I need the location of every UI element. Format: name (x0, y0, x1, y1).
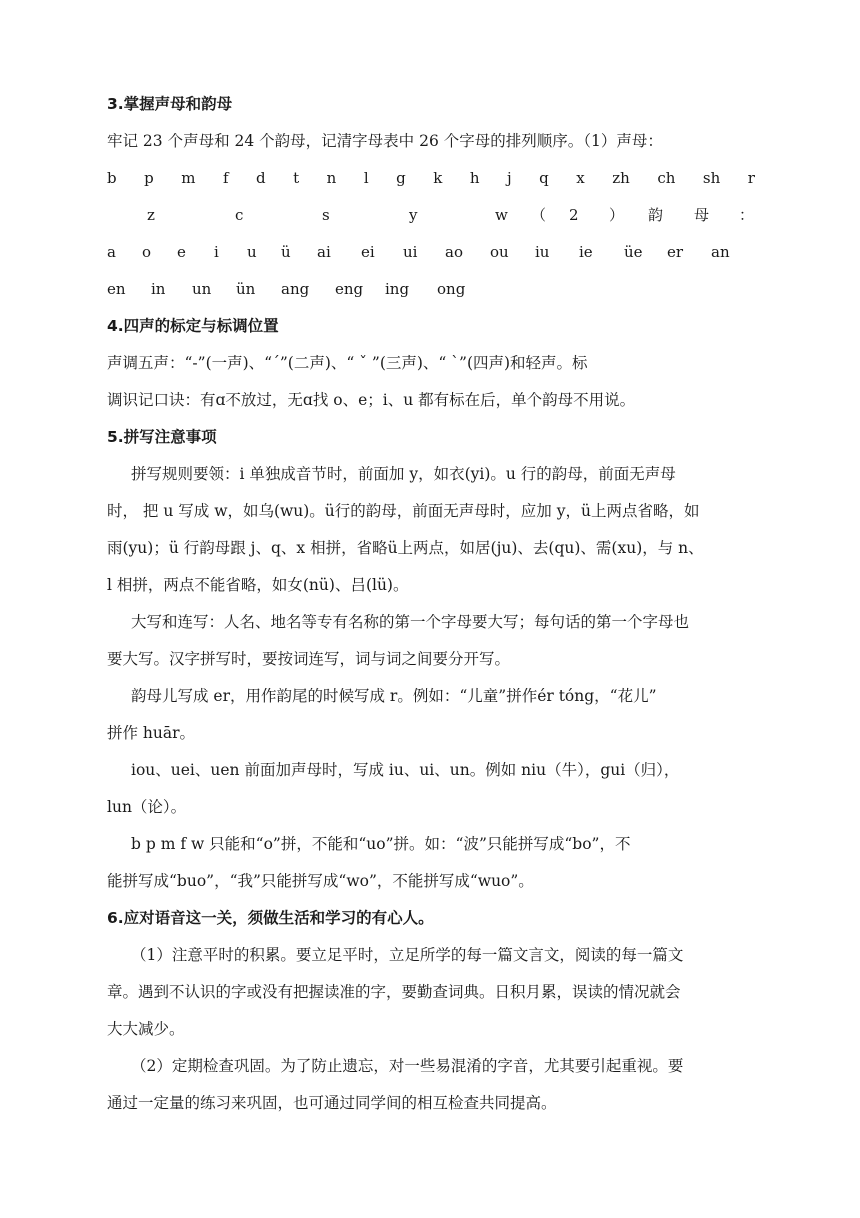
final: un (192, 280, 212, 298)
final: üe (624, 243, 643, 261)
initial: k (433, 169, 443, 187)
section-6-heading: 6.应对语音这一关，须做生活和学习的有心人。 (107, 909, 434, 927)
paragraph-line: 通过一定量的练习来巩固，也可通过同学间的相互检查共同提高。 (107, 1094, 557, 1112)
initial: g (396, 169, 406, 187)
section-5-heading: 5.拼写注意事项 (107, 428, 217, 446)
paragraph-line: 大写和连写：人名、地名等专有名称的第一个字母要大写；每句话的第一个字母也 (131, 613, 690, 631)
final: ü (281, 243, 291, 261)
paragraph-line: （1）注意平时的积累。要立足平时，立足所学的每一篇文言文，阅读的每一篇文 (131, 946, 684, 964)
initial: f (222, 169, 229, 187)
finals-intro: 韵 (648, 206, 664, 224)
final: ang (281, 280, 310, 298)
paragraph-line: 时， 把 u 写成 w，如乌(wu)。ü行的韵母，前面无声母时，应加 y，ü上两点省略，如 (107, 502, 700, 520)
initial: p (144, 169, 154, 187)
final: ong (437, 280, 466, 298)
final: o (142, 243, 152, 261)
initial: r (747, 169, 755, 187)
paragraph-line: b p m f w 只能和“o”拼，不能和“uo”拼。如：“波”只能拼写成“bo”，不 (131, 835, 631, 853)
paragraph-line: 韵母儿写成 er，用作韵尾的时候写成 r。例如：“儿童”拼作ér tóng，“花儿” (131, 687, 657, 705)
paragraph-line: 大大减少。 (107, 1020, 185, 1038)
initial: t (293, 169, 300, 187)
final: ui (403, 243, 418, 261)
initial: n (326, 169, 337, 187)
initial: j (507, 169, 512, 187)
finals-intro: ： (739, 206, 755, 224)
final: ün (236, 280, 256, 298)
paragraph-line: 拼写规则要领：i 单独成音节时，前面加 y，如衣(yi)。u 行的韵母，前面无声母 (131, 465, 676, 483)
final: ao (445, 243, 463, 261)
section-4-line-1: 声调五声：“-”(一声)、“ˊ”(二声)、“ ˇ ”(三声)、“ ˋ”(四声)和轻声。标 (107, 354, 588, 372)
final: in (151, 280, 166, 298)
finals-intro: 母 (694, 206, 710, 224)
paragraph-line: 要大写。汉字拼写时，要按词连写，词与词之间要分开写。 (107, 650, 511, 668)
initial: d (256, 169, 266, 187)
paragraph-line: lun（论）。 (107, 798, 187, 816)
initial: b (107, 169, 117, 187)
paragraph-line: 雨(yu)；ü 行韵母跟 j、q、x 相拼，省略ü上两点，如居(ju)、去(qu)、需(xu)，与 n、 (107, 539, 704, 557)
final: ai (317, 243, 331, 261)
initial: x (576, 169, 585, 187)
section-4-line-2: 调识记口诀：有ɑ不放过，无ɑ找 o、e；i、u 都有标在后，单个韵母不用说。 (107, 391, 636, 409)
final: an (711, 243, 730, 261)
final: u (247, 243, 257, 261)
final: ou (490, 243, 509, 261)
initial: y (409, 206, 418, 224)
final: ie (579, 243, 593, 261)
initial: l (363, 169, 369, 187)
initial: h (469, 169, 480, 187)
final: ei (361, 243, 375, 261)
initials-row-1 (107, 168, 755, 188)
paragraph-line: 拼作 huār。 (107, 724, 196, 742)
paragraph-line: 章。遇到不认识的字或没有把握读准的字，要勤查词典。日积月累，误读的情况就会 (107, 983, 681, 1001)
paragraph-line: iou、uei、uen 前面加声母时，写成 iu、ui、un。例如 niu（牛），gui（归）， (131, 761, 680, 779)
final: e (177, 243, 186, 261)
finals-intro: ） (609, 206, 625, 224)
initial: m (181, 169, 196, 187)
paragraph-line: 能拼写成“buo”，“我”只能拼写成“wo”，不能拼写成“wuo”。 (107, 872, 534, 890)
finals-intro: （ (531, 206, 547, 224)
section-4-heading: 4.四声的标定与标调位置 (107, 317, 279, 335)
final: ing (385, 280, 410, 298)
initial: s (322, 206, 330, 224)
final: eng (335, 280, 364, 298)
paragraph-line: l 相拼，两点不能省略，如女(nü)、吕(lü)。 (107, 576, 409, 594)
initial: w (495, 206, 508, 224)
initial: c (235, 206, 244, 224)
final: en (107, 280, 126, 298)
paragraph-line: （2）定期检查巩固。为了防止遗忘，对一些易混淆的字音，尤其要引起重视。要 (131, 1057, 684, 1075)
final: er (667, 243, 684, 261)
section-3-line-1: 牢记 23 个声母和 24 个韵母，记清字母表中 26 个字母的排列顺序。（1）声母： (107, 132, 663, 150)
section-3-heading: 3.掌握声母和韵母 (107, 95, 233, 113)
initial: q (539, 169, 549, 187)
initial: z (147, 206, 155, 224)
initial: zh (612, 169, 630, 187)
finals-intro: 2 (569, 206, 579, 224)
final: i (214, 243, 219, 261)
initial: ch (657, 169, 676, 187)
final: a (107, 243, 116, 261)
final: iu (535, 243, 550, 261)
initial: sh (702, 169, 721, 187)
